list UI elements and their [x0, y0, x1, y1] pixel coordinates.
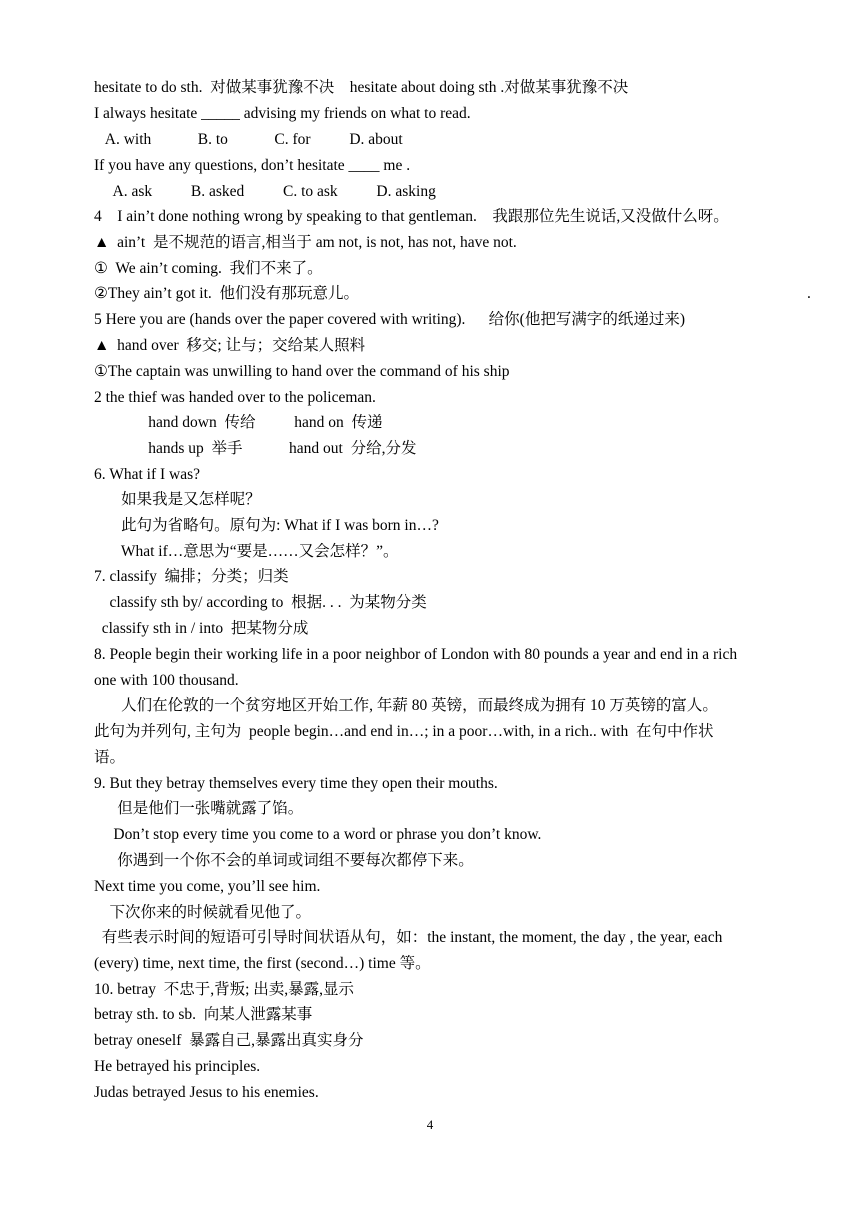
- text-line: 你遇到一个你不会的单词或词组不要每次都停下来。: [94, 852, 474, 869]
- text-line: ▲ hand over 移交; 让与；交给某人照料: [94, 337, 366, 354]
- text-line: A. ask B. asked C. to ask D. asking: [94, 183, 436, 200]
- text-line: 8. People begin their working life in a poor neighbor of London with 80 pounds a year and end in a rich: [94, 646, 738, 663]
- text-line: Next time you come, you’ll see him.: [94, 878, 321, 895]
- text-line: 5 Here you are (hands over the paper covered with writing). 给你(他把写满字的纸递过来): [94, 311, 685, 328]
- text-line: 人们在伦敦的一个贫穷地区开始工作, 年薪 80 英镑，而最终成为拥有 10 万英镑的富人。: [94, 697, 718, 714]
- page-number: 4: [426, 1117, 434, 1132]
- text-line: 此句为并列句, 主句为 people begin…and end in…; in a poor…with, in a rich.. with 在句中作状: [94, 723, 714, 740]
- text-line: classify sth by/ according to 根据. . . 为某物分类: [94, 594, 427, 611]
- text-line: He betrayed his principles.: [94, 1058, 261, 1075]
- text-line: one with 100 thousand.: [94, 672, 239, 689]
- text-line: ②They ain’t got it. 他们没有那玩意儿。: [94, 285, 360, 302]
- text-line: If you have any questions, don’t hesitate ____ me .: [94, 157, 411, 174]
- text-line: hesitate to do sth. 对做某事犹豫不决 hesitate about doing sth .对做某事犹豫不决: [94, 79, 629, 96]
- text-line: I always hesitate _____ advising my friends on what to read.: [94, 105, 471, 122]
- text-line: betray sth. to sb. 向某人泄露某事: [94, 1006, 313, 1023]
- text-line: ①The captain was unwilling to hand over the command of his ship: [94, 363, 510, 380]
- text-line: 此句为省略句。原句为: What if I was born in…?: [94, 517, 439, 534]
- text-line: hand down 传给 hand on 传递: [94, 414, 383, 431]
- text-line: 如果我是又怎样呢？: [94, 491, 261, 508]
- text-line: 7. classify 编排；分类；归类: [94, 568, 289, 585]
- text-line: (every) time, next time, the first (second…) time 等。: [94, 955, 431, 972]
- text-line: betray oneself 暴露自己,暴露出真实身分: [94, 1032, 364, 1049]
- text-line: ▲ ain’t 是不规范的语言,相当于 am not, is not, has not, have not.: [94, 234, 517, 251]
- text-line: hands up 举手 hand out 分给,分发: [94, 440, 417, 457]
- text-line: 9. But they betray themselves every time they open their mouths.: [94, 775, 498, 792]
- text-line: classify sth in / into 把某物分成: [94, 620, 309, 637]
- text-line: 4 I ain’t done nothing wrong by speaking to that gentleman. 我跟那位先生说话,又没做什么呀。: [94, 208, 729, 225]
- text-line: 有些表示时间的短语可引导时间状语从句，如：the instant, the moment, the day , the year, each: [94, 929, 723, 946]
- text-line: 10. betray 不忠于,背叛; 出卖,暴露,显示: [94, 981, 355, 998]
- text-line: 但是他们一张嘴就露了馅。: [94, 800, 304, 817]
- stray-mark: .: [807, 285, 811, 302]
- text-line: A. with B. to C. for D. about: [94, 131, 403, 148]
- text-line: 下次你来的时候就看见他了。: [94, 904, 312, 921]
- text-line: Judas betrayed Jesus to his enemies.: [94, 1084, 319, 1101]
- text-line: 语。: [94, 749, 126, 766]
- text-line: 6. What if I was?: [94, 466, 201, 483]
- text-line: 2 the thief was handed over to the policeman.: [94, 389, 376, 406]
- text-line: What if…意思为“要是……又会怎样？”。: [94, 543, 399, 560]
- text-line: ① We ain’t coming. 我们不来了。: [94, 260, 323, 277]
- text-line: Don’t stop every time you come to a word or phrase you don’t know.: [94, 826, 542, 843]
